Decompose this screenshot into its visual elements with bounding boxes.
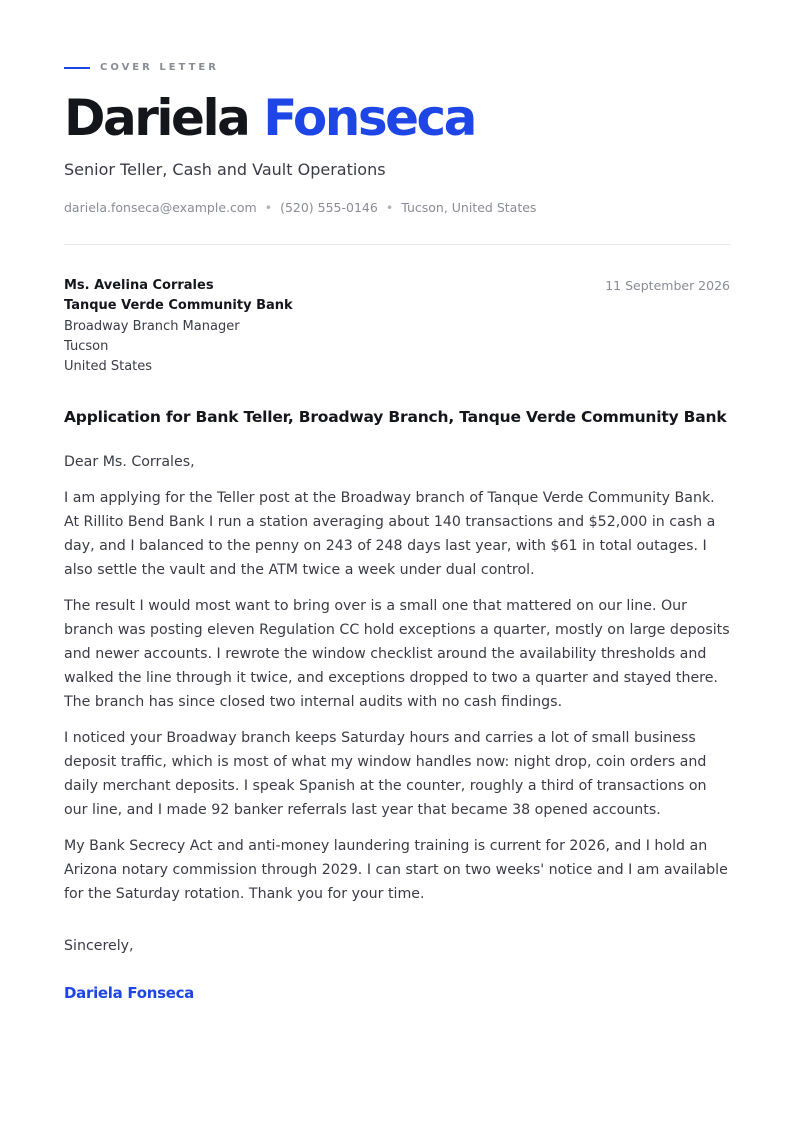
recipient-block: [64, 276, 293, 377]
body-paragraph: I am applying for the Teller post at the Broadway branch of Tanque Verde Community Bank. At Rillito Bend Bank I run a station averaging about 140 transactions and $52,000 in cash a day, and I balanced to the penny on 243 of 248 days last year, with $61 in total outages. I also settle the vault and the ATM twice a week under dual control.: [64, 490, 716, 578]
headline: Senior Teller, Cash and Vault Operations: [64, 160, 386, 179]
subject-line: Application for Bank Teller, Broadway Branch, Tanque Verde Community Bank: [64, 408, 727, 426]
body-paragraph: The result I would most want to bring over is a small one that mattered on our line. Our branch was posting eleven Regulation CC hold exceptions a quarter, mostly on large deposits and newer accounts. I rewrote the window checklist around the availability thresholds and walked the line through it twice, and exceptions dropped to two a quarter and stayed there. The branch has since closed two internal audits with no cash findings.: [64, 598, 730, 710]
applicant-name: [64, 86, 475, 150]
recipient-organization: Tanque Verde Community Bank: [64, 298, 293, 314]
recipient-city: Tucson: [64, 338, 109, 354]
contact-phone[interactable]: (520) 555-0146: [280, 200, 378, 215]
bullet-separator: •: [264, 200, 273, 215]
signature: Dariela Fonseca: [64, 984, 195, 1002]
eyebrow: [64, 62, 219, 73]
recipient-name: Ms. Avelina Corrales: [64, 278, 214, 293]
body-paragraph: My Bank Secrecy Act and anti-money laundering training is current for 2026, and I hold an Arizona notary commission through 2029. I can start on two weeks' notice and I am available for the Saturday rotation. Thank you for your time.: [64, 838, 728, 902]
letter-date: 11 September 2026: [605, 278, 730, 293]
eyebrow-label: COVER LETTER: [100, 62, 219, 73]
body-paragraph: I noticed your Broadway branch keeps Saturday hours and carries a lot of small business deposit traffic, which is most of what my window handles now: night drop, coin orders and daily merchant deposits. I speak Spanish at the counter, roughly a third of transactions on our line, and I made 92 banker referrals last year that became 38 opened accounts.: [64, 730, 707, 818]
recipient-title: Broadway Branch Manager: [64, 318, 240, 334]
header-divider: [64, 244, 730, 245]
salutation: Dear Ms. Corrales,: [64, 454, 195, 470]
contact-email[interactable]: dariela.fonseca@example.com: [64, 200, 257, 215]
bullet-separator: •: [385, 200, 394, 215]
contact-line: [64, 200, 536, 215]
letter-body: [64, 450, 730, 918]
last-name: Fonseca: [263, 89, 475, 147]
contact-location: Tucson, United States: [401, 200, 537, 215]
first-name: Dariela: [64, 89, 249, 147]
recipient-country: United States: [64, 359, 153, 375]
accent-rule: [64, 67, 90, 69]
closing: Sincerely,: [64, 938, 134, 954]
